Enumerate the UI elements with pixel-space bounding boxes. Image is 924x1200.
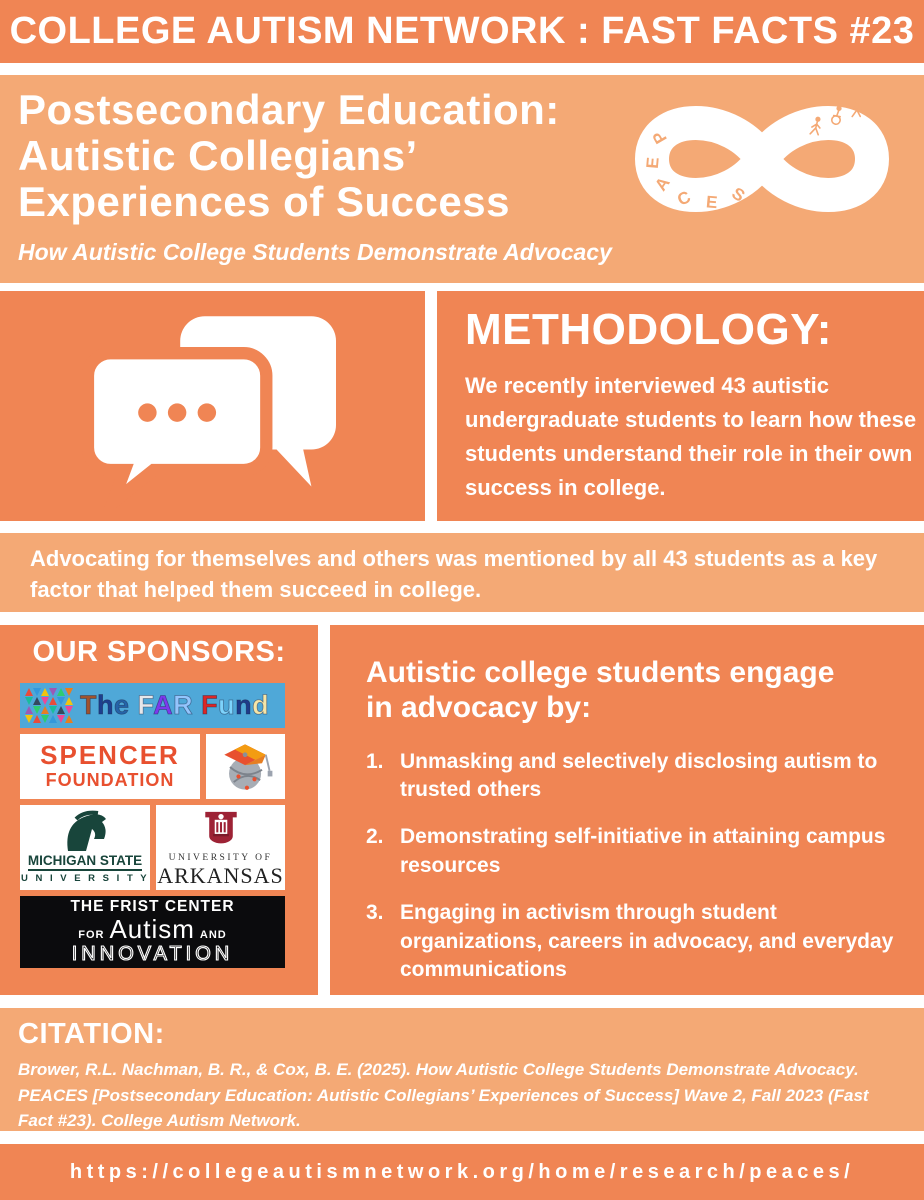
study-title-line1: Postsecondary Education: xyxy=(18,86,560,133)
hero-section xyxy=(0,75,924,283)
advocacy-heading-line1: Autistic college students engage xyxy=(366,656,835,689)
citation-text: Brower, R.L. Nachman, B. R., & Cox, B. E. (2025). How Autistic College Students Demonstrate Advocacy. PEACES [Postsecondary Education: Autistic Collegians’ Experiences of Success] Wave 2, Fall 2023 (Fast Fact #23). College Autism Network. xyxy=(18,1060,869,1130)
frist-innovation: INNOVATION xyxy=(71,943,234,965)
frist-autism: Autism xyxy=(109,914,195,944)
advocacy-item-2-number: 2. xyxy=(366,825,384,849)
study-title-line3: Experiences of Success xyxy=(18,177,510,225)
frist-line2 xyxy=(78,914,227,945)
frist-center-logo xyxy=(20,896,285,968)
advocacy-item-3-text: Engaging in activism through student organizations, careers in advocacy, and everyday communications xyxy=(400,901,894,981)
advocacy-item-2-text: Demonstrating self-initiative in attaining campus resources xyxy=(400,825,886,877)
graduation-cap-logo xyxy=(206,734,285,799)
citation-section xyxy=(0,1008,924,1131)
graduation-cap-icon xyxy=(213,738,279,796)
michigan-state-logo xyxy=(20,805,150,890)
advocacy-item-1-text: Unmasking and selectively disclosing autism to trusted others xyxy=(400,749,878,802)
far-fund-logo xyxy=(20,683,285,728)
spartan-helmet-icon xyxy=(54,809,116,853)
advocacy-item-1-number: 1. xyxy=(366,749,384,773)
msu-line1: MICHIGAN STATE xyxy=(28,853,142,871)
key-finding-text: Advocating for themselves and others was mentioned by all 43 students as a key factor that helped them succeed in college. xyxy=(30,546,878,602)
page-title: COLLEGE AUTISM NETWORK : FAST FACTS #23 xyxy=(9,10,915,52)
spencer-foundation-logo xyxy=(20,734,200,799)
infinity-band xyxy=(652,123,872,195)
svg-text:S: S xyxy=(728,183,749,206)
university-of-arkansas-logo xyxy=(156,805,285,890)
frist-line1: THE FRIST CENTER xyxy=(70,898,235,915)
msu-line2: U N I V E R S I T Y xyxy=(20,873,150,884)
study-title xyxy=(18,87,560,224)
fact-sheet-subtitle: How Autistic College Students Demonstrate Advocacy xyxy=(18,239,612,265)
advocacy-heading xyxy=(366,655,904,726)
svg-text:A: A xyxy=(651,173,674,195)
far-fund-wordmark: The FAR Fund xyxy=(80,690,270,720)
frist-and: AND xyxy=(199,929,227,941)
advocacy-item-1 xyxy=(366,748,904,805)
methodology-body: We recently interviewed 43 autistic undergraduate students to learn how these students understand their role in their own success in college. xyxy=(465,373,917,501)
svg-text:P: P xyxy=(648,127,671,147)
peaces-url-link[interactable]: https://collegeautismnetwork.org/home/research/peaces/ xyxy=(69,1160,855,1183)
far-fund-triangles-icon xyxy=(24,687,76,725)
conversation-panel xyxy=(0,291,425,521)
svg-text:E: E xyxy=(705,192,719,213)
methodology-heading: METHODOLOGY: xyxy=(465,305,832,354)
arkansas-tower-icon xyxy=(199,808,243,852)
frist-for: FOR xyxy=(78,929,105,941)
svg-text:C: C xyxy=(674,187,694,210)
sponsors-panel xyxy=(0,625,318,995)
advocacy-panel xyxy=(330,625,924,995)
sponsors-heading: OUR SPONSORS: xyxy=(32,636,286,668)
study-title-line2: Autistic Collegians’ xyxy=(18,131,418,179)
speech-bubbles-icon xyxy=(58,304,368,509)
front-bubble xyxy=(87,353,265,503)
header-banner xyxy=(0,0,924,63)
citation-heading: CITATION: xyxy=(18,1018,165,1050)
key-finding-callout xyxy=(0,533,924,612)
advocacy-item-3-number: 3. xyxy=(366,901,384,925)
advocacy-item-2 xyxy=(366,823,904,880)
svg-text:E: E xyxy=(642,156,663,170)
advocacy-heading-line2: in advocacy by: xyxy=(366,691,592,725)
typing-dots xyxy=(138,403,216,421)
spencer-line2: FOUNDATION xyxy=(45,769,175,790)
spencer-line1: SPENCER xyxy=(40,740,180,771)
footer-banner xyxy=(0,1144,924,1200)
uark-line1: UNIVERSITY OF xyxy=(168,853,273,863)
methodology-panel xyxy=(437,291,924,521)
peaces-infinity-logo xyxy=(612,81,912,239)
uark-line2: ARKANSAS xyxy=(157,863,284,888)
advocacy-item-3 xyxy=(366,899,904,984)
